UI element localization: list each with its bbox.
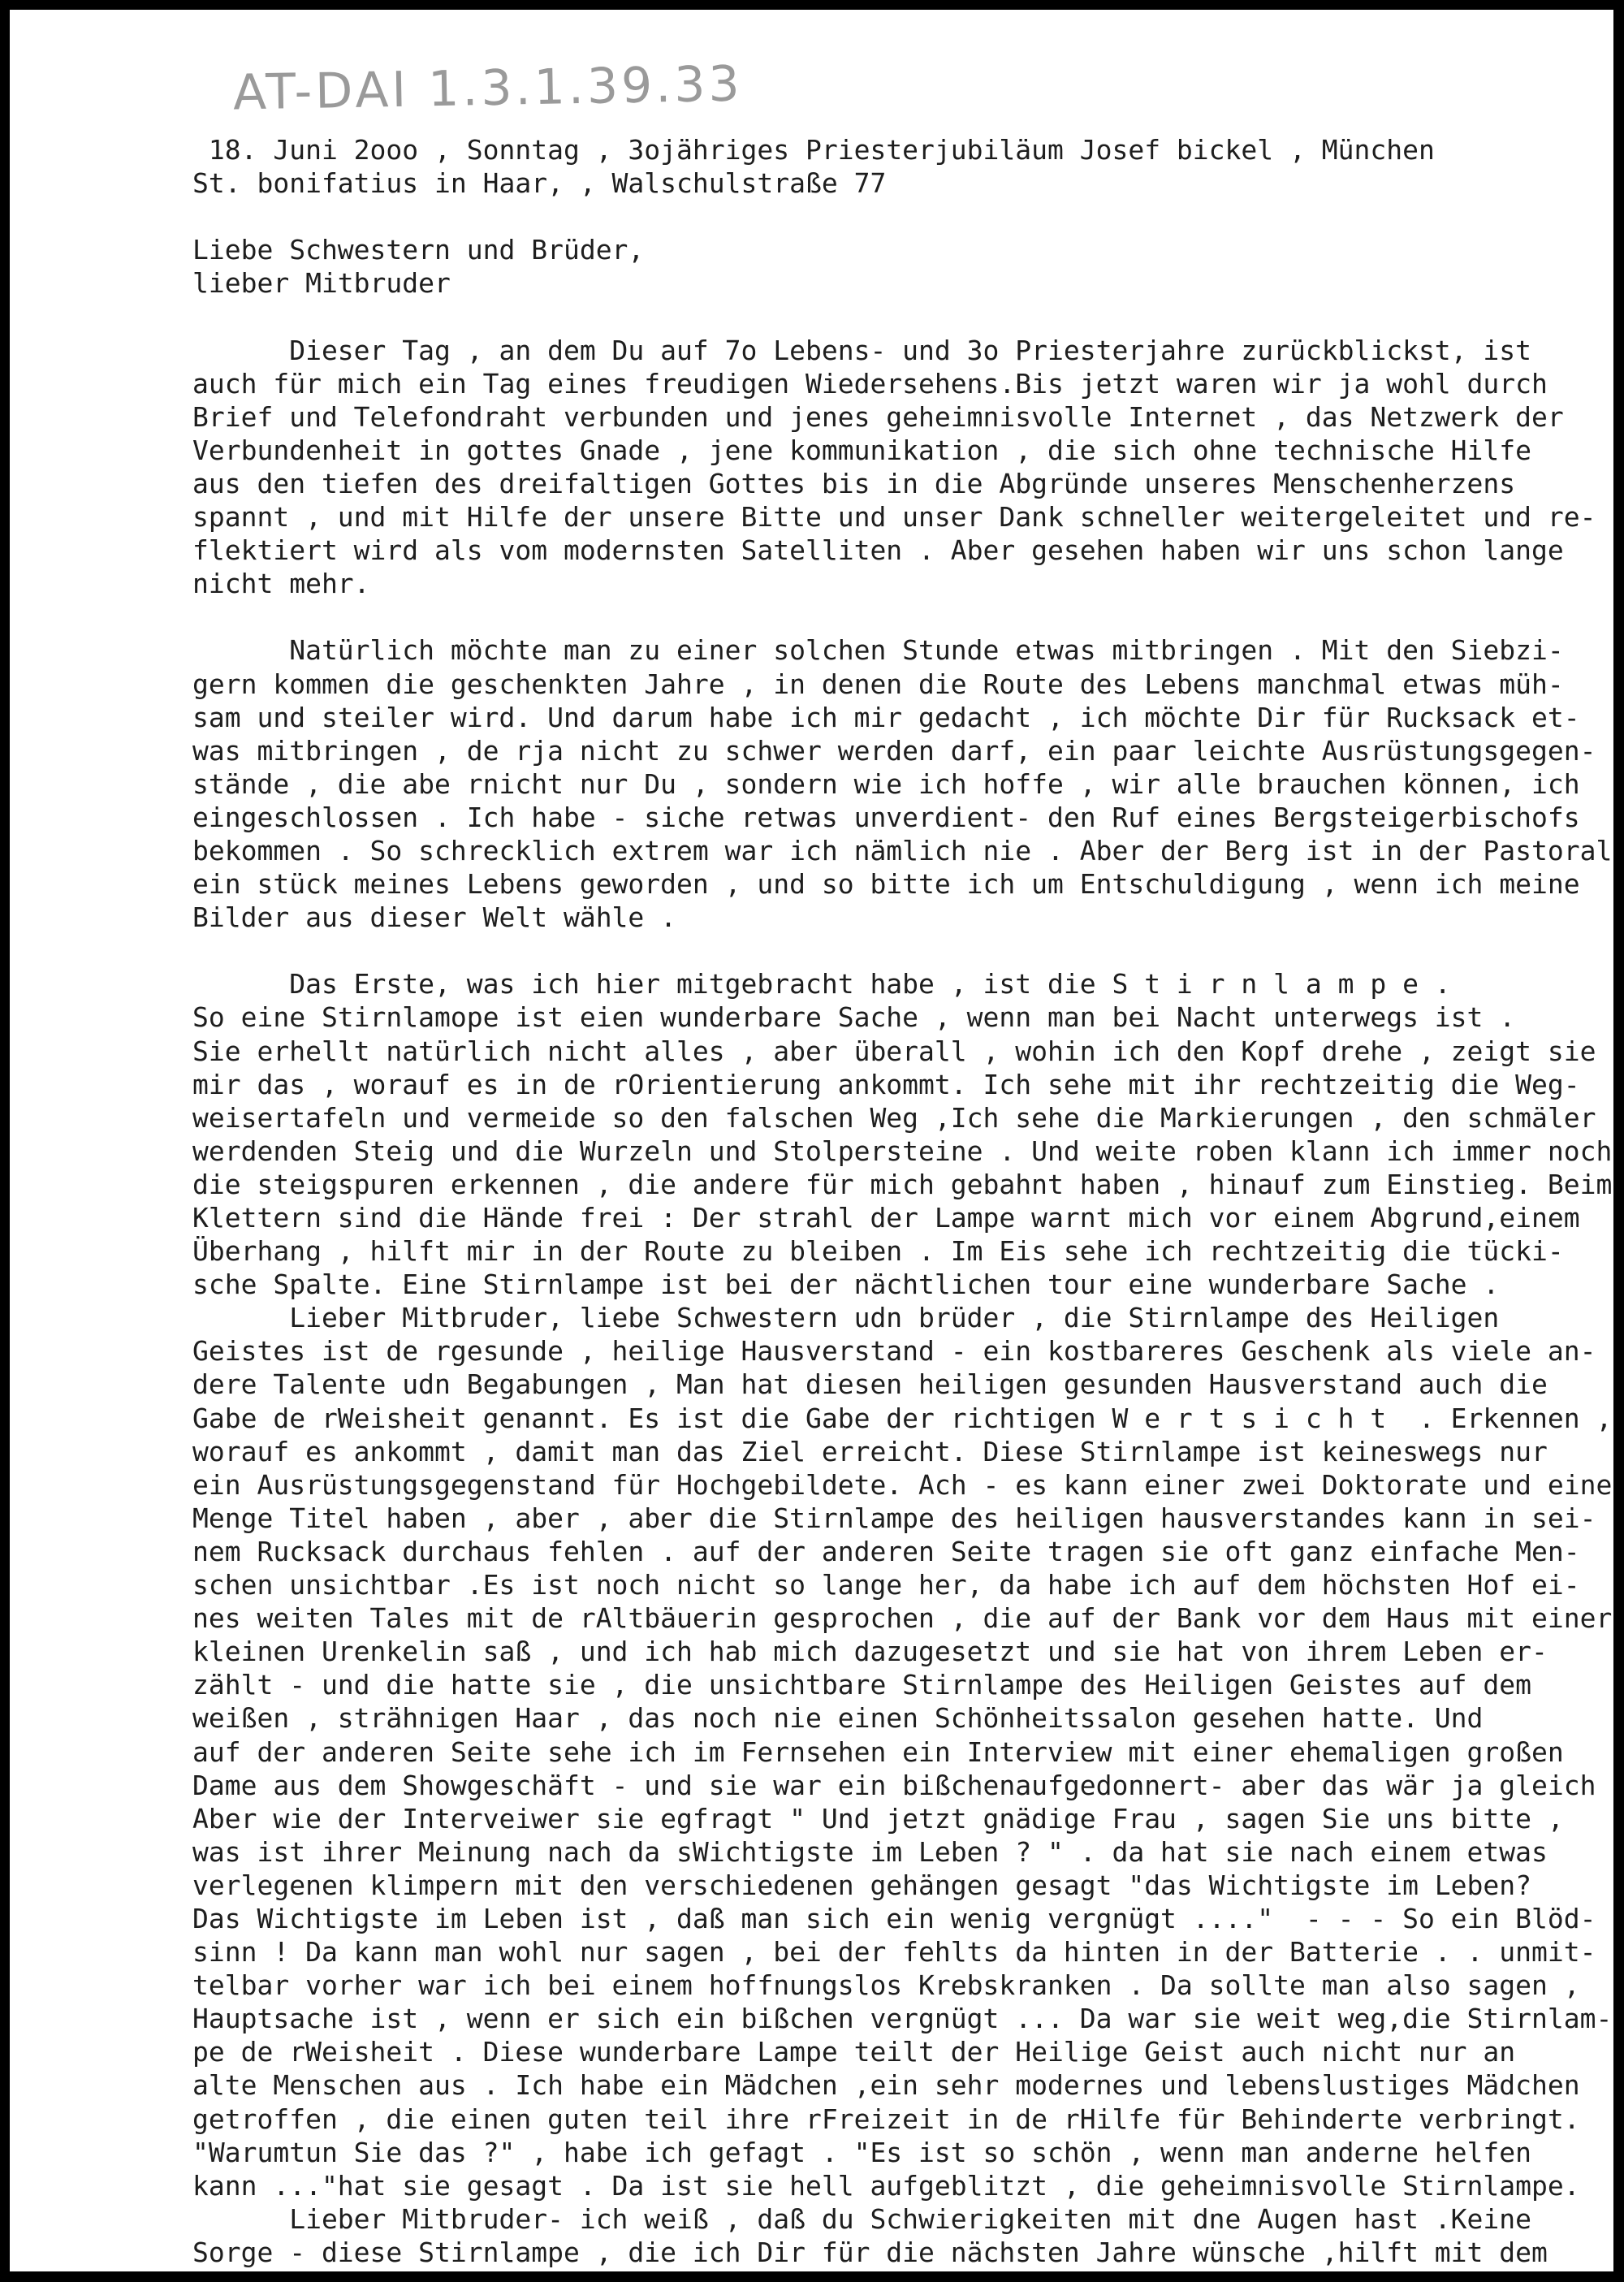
text-line: Lieber Mitbruder, liebe Schwestern udn brüder , die Stirnlampe des Heiligen [192, 1302, 1500, 1334]
text-line: nes weiten Tales mit de rAltbäuerin gesprochen , die auf der Bank vor dem Haus mit einer [192, 1602, 1613, 1635]
text-line: Dame aus dem Showgeschäft - und sie war ein bißchenaufgedonnert- aber das wär ja gleich [192, 1769, 1596, 1801]
text-line: bekommen . So schrecklich extrem war ich nämlich nie . Aber der Berg ist in der Pastoral [192, 834, 1613, 867]
text-line: spannt , und mit Hilfe der unsere Bitte und unser Dank schneller weitergeleitet und re- [192, 501, 1596, 534]
text-line: 18. Juni 2ooo , Sonntag , 3ojähriges Priesterjubiläum Josef bickel , München [192, 134, 1435, 166]
text-line: kann ..."hat sie gesagt . Da ist sie hell aufgeblitzt , die geheimnisvolle Stirnlampe. [192, 2169, 1580, 2202]
text-line: St. bonifatius in Haar, , Walschulstraße 77 [192, 167, 887, 200]
blank-line [192, 934, 1613, 967]
text-line: Dieser Tag , an dem Du auf 7o Lebens- und 3o Priesterjahre zurückblickst, ist [192, 334, 1532, 366]
text-line: die steigspuren erkennen , die andere für mich gebahnt haben , hinauf zum Einstieg. Beim [192, 1168, 1613, 1200]
text-line: nem Rucksack durchaus fehlen . auf der anderen Seite tragen sie oft ganz einfache Men- [192, 1535, 1580, 1567]
letter-body [192, 133, 1613, 2269]
text-line: ein Ausrüstungsgegenstand für Hochgebildete. Ach - es kann einer zwei Doktorate und eine [192, 1468, 1613, 1501]
text-line: Bilder aus dieser Welt wähle . [192, 901, 677, 934]
text-line: was ist ihrer Meinung nach da sWichtigste im Leben ? " . da hat sie nach einem etwas [192, 1835, 1548, 1868]
text-line: worauf es ankommt , damit man das Ziel erreicht. Diese Stirnlampe ist keineswegs nur [192, 1435, 1548, 1467]
text-line: verlegenen klimpern mit den verschiedenen gehängen gesagt "das Wichtigste im Leben? [192, 1869, 1532, 1901]
archive-reference-stamp: AT-DAI 1.3.1.39.33 [232, 55, 744, 122]
text-line: Sorge - diese Stirnlampe , die ich Dir für die nächsten Jahre wünsche ,hilft mit dem [192, 2236, 1548, 2268]
text-line: Hauptsache ist , wenn er sich ein bißchen vergnügt ... Da war sie weit weg,die Stirnlam- [192, 2003, 1613, 2035]
text-line: alte Menschen aus . Ich habe ein Mädchen ,ein sehr modernes und lebenslustiges Mädchen [192, 2069, 1580, 2102]
text-line: nicht mehr. [192, 568, 370, 600]
text-line: weisertafeln und vermeide so den falschen Weg ,Ich sehe die Markierungen , den schmäler [192, 1101, 1596, 1134]
text-line: weißen , strähnigen Haar , das noch nie einen Schönheitssalon gesehen hatte. Und [192, 1702, 1484, 1735]
text-line: Das Wichtigste im Leben ist , daß man sich ein wenig vergnügt ...." - - - So ein Blöd- [192, 1902, 1596, 1934]
text-line: Das Erste, was ich hier mitgebracht habe , ist die S t i r n l a m p e . [192, 968, 1451, 1001]
text-line: Verbundenheit in gottes Gnade , jene kommunikation , die sich ohne technische Hilfe [192, 434, 1532, 466]
text-line: Lieber Mitbruder- ich weiß , daß du Schwierigkeiten mit dne Augen hast .Keine [192, 2202, 1532, 2235]
text-line: flektiert wird als vom modernsten Satelliten . Aber gesehen haben wir uns schon lange [192, 534, 1564, 567]
text-line: sam und steiler wird. Und darum habe ich mir gedacht , ich möchte Dir für Rucksack et- [192, 701, 1580, 733]
text-line: ein stück meines Lebens geworden , und so bitte ich um Entschuldigung , wenn ich meine [192, 868, 1580, 901]
text-line: stände , die abe rnicht nur Du , sondern wie ich hoffe , wir alle brauchen können, ich [192, 767, 1580, 800]
document-page [10, 10, 1613, 2271]
text-line: auf der anderen Seite sehe ich im Fernsehen ein Interview mit einer ehemaligen großen [192, 1735, 1564, 1768]
text-line: So eine Stirnlamope ist eien wunderbare Sache , wenn man bei Nacht unterwegs ist . [192, 1001, 1516, 1034]
text-line: kleinen Urenkelin saß , und ich hab mich dazugesetzt und sie hat von ihrem Leben er- [192, 1636, 1548, 1668]
text-line: dere Talente udn Begabungen , Man hat diesen heiligen gesunden Hausverstand auch die [192, 1368, 1548, 1401]
text-line: sinn ! Da kann man wohl nur sagen , bei der fehlts da hinten in der Batterie . . unmit- [192, 1936, 1596, 1969]
text-line: Gabe de rWeisheit genannt. Es ist die Gabe der richtigen W e r t s i c h t . Erkennen , [192, 1402, 1613, 1434]
blank-line [192, 200, 1613, 233]
blank-line [192, 600, 1613, 633]
text-line: was mitbringen , de rja nicht zu schwer werden darf, ein paar leichte Ausrüstungsgegen- [192, 734, 1596, 767]
text-line: Geistes ist de rgesunde , heilige Hausverstand - ein kostbareres Geschenk als viele an- [192, 1335, 1596, 1368]
text-line: mir das , worauf es in de rOrientierung ankommt. Ich sehe mit ihr rechtzeitig die Weg- [192, 1068, 1580, 1100]
text-line: eingeschlossen . Ich habe - siche retwas unverdient- den Ruf eines Bergsteigerbischofs [192, 801, 1580, 833]
text-line: aus den tiefen des dreifaltigen Gottes bis in die Abgründe unseres Menschenherzens [192, 467, 1516, 499]
text-line: Überhang , hilft mir in der Route zu bleiben . Im Eis sehe ich rechtzeitig die tücki- [192, 1235, 1564, 1268]
text-line: Natürlich möchte man zu einer solchen Stunde etwas mitbringen . Mit den Siebzi- [192, 634, 1564, 667]
text-line: Klettern sind die Hände frei : Der strahl der Lampe warnt mich vor einem Abgrund,einem [192, 1202, 1580, 1234]
text-line: Sie erhellt natürlich nicht alles , aber überall , wohin ich den Kopf drehe , zeigt sie [192, 1035, 1596, 1067]
text-line: lieber Mitbruder [192, 267, 451, 300]
text-line: gern kommen die geschenkten Jahre , in denen die Route des Lebens manchmal etwas müh- [192, 668, 1564, 700]
text-line: werdenden Steig und die Wurzeln und Stolpersteine . Und weite roben klann ich immer noch [192, 1135, 1613, 1167]
text-line: schen unsichtbar .Es ist noch nicht so lange her, da habe ich auf dem höchsten Hof ei- [192, 1569, 1580, 1601]
text-line: Brief und Telefondraht verbunden und jenes geheimnisvolle Internet , das Netzwerk der [192, 400, 1564, 433]
text-line: auch für mich ein Tag eines freudigen Wiedersehens.Bis jetzt waren wir ja wohl durch [192, 367, 1548, 400]
text-line: telbar vorher war ich bei einem hoffnungslos Krebskranken . Da sollte man also sagen , [192, 1969, 1580, 2002]
text-line: "Warumtun Sie das ?" , habe ich gefagt . "Es ist so schön , wenn man anderne helfen [192, 2136, 1532, 2168]
text-line: Liebe Schwestern und Brüder, [192, 234, 645, 266]
text-line: getroffen , die einen guten teil ihre rFreizeit in de rHilfe für Behinderte verbringt. [192, 2103, 1580, 2135]
text-line: Aber wie der Interveiwer sie egfragt " Und jetzt gnädige Frau , sagen Sie uns bitte , [192, 1802, 1564, 1835]
text-line: Menge Titel haben , aber , aber die Stirnlampe des heiligen hausverstandes kann in sei- [192, 1502, 1596, 1534]
text-line: pe de rWeisheit . Diese wunderbare Lampe teilt der Heilige Geist auch nicht nur an [192, 2036, 1516, 2068]
blank-line [192, 300, 1613, 333]
text-line: sche Spalte. Eine Stirnlampe ist bei der nächtlichen tour eine wunderbare Sache . [192, 1268, 1500, 1301]
text-line: zählt - und die hatte sie , die unsichtbare Stirnlampe des Heiligen Geistes auf dem [192, 1669, 1532, 1701]
